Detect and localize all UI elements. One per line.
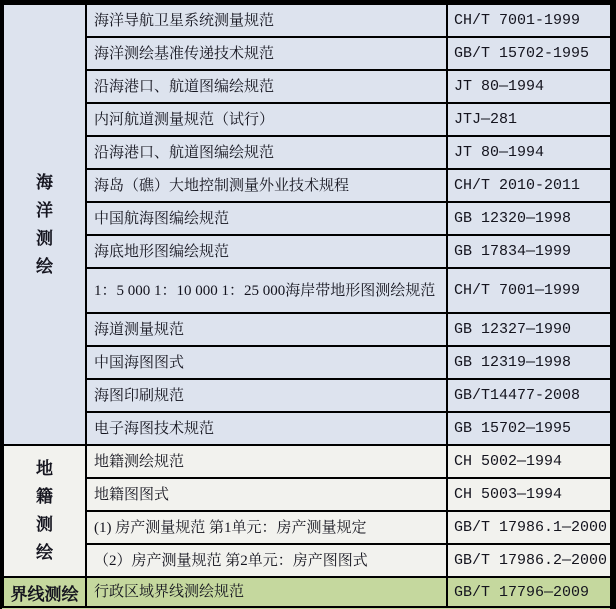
- standard-name-cell: 行政区域界线测绘规范: [86, 577, 447, 607]
- category-cell-1: [3, 445, 86, 577]
- table-row: [3, 379, 611, 412]
- standard-code-cell: GB 12319—1998: [447, 346, 611, 379]
- category-label-char: 测: [36, 228, 53, 248]
- table-row: [3, 544, 611, 577]
- category-label-char: 洋: [36, 200, 53, 220]
- standards-table: [2, 3, 612, 608]
- standard-name-cell: 海底地形图编绘规范: [86, 235, 447, 268]
- table-row: [3, 103, 611, 136]
- standard-name-cell: 地籍图图式: [86, 478, 447, 511]
- standard-code-cell: JT 80—1994: [447, 136, 611, 169]
- standard-name-cell: 电子海图技术规范: [86, 412, 447, 445]
- category-label-char: 海: [36, 172, 53, 192]
- standard-code-cell: JT 80—1994: [447, 70, 611, 103]
- standard-code-cell: GB/T 17796—2009: [447, 577, 611, 607]
- standard-code-cell: CH/T 2010-2011: [447, 169, 611, 202]
- table-row: [3, 70, 611, 103]
- standard-name-cell: 海图印刷规范: [86, 379, 447, 412]
- table-row: [3, 346, 611, 379]
- standard-code-cell: GB/T14477-2008: [447, 379, 611, 412]
- table-row: [3, 202, 611, 235]
- table-row: [3, 511, 611, 544]
- table-row: [3, 445, 611, 478]
- standard-name-cell: 海道测量规范: [86, 313, 447, 346]
- standard-code-cell: GB/T 15702-1995: [447, 37, 611, 70]
- standard-name-cell: 海洋测绘基准传递技术规范: [86, 37, 447, 70]
- category-cell-2: 界线测绘: [3, 577, 86, 607]
- table-row: [3, 4, 611, 37]
- standard-name-cell: 中国海图图式: [86, 346, 447, 379]
- standard-code-cell: CH 5002—1994: [447, 445, 611, 478]
- standard-code-cell: GB 15702—1995: [447, 412, 611, 445]
- standard-code-cell: GB/T 17986.1—2000: [447, 511, 611, 544]
- standard-name-cell: (1) 房产测量规范 第1单元：房产测量规定: [86, 511, 447, 544]
- table-row: [3, 268, 611, 313]
- table-row: [3, 478, 611, 511]
- category-label-char: 测: [36, 515, 53, 534]
- category-cell-0: [3, 4, 86, 445]
- standard-code-cell: CH/T 7001-1999: [447, 4, 611, 37]
- category-label-char: 地: [36, 459, 53, 478]
- standard-name-cell: 海岛（礁）大地控制测量外业技术规程: [86, 169, 447, 202]
- standard-name-cell: 内河航道测量规范（试行）: [86, 103, 447, 136]
- standard-name-cell: 地籍测绘规范: [86, 445, 447, 478]
- standard-name-cell: 海洋导航卫星系统测量规范: [86, 4, 447, 37]
- standard-code-cell: GB/T 17986.2—2000: [447, 544, 611, 577]
- standard-code-cell: GB 17834—1999: [447, 235, 611, 268]
- standard-code-cell: GB 12327—1990: [447, 313, 611, 346]
- standard-code-cell: CH 5003—1994: [447, 478, 611, 511]
- standards-table-body: [3, 4, 611, 607]
- standard-name-cell: 1：5 000 1：10 000 1：25 000海岸带地形图测绘规范: [86, 268, 447, 313]
- standard-name-cell: 沿海港口、航道图编绘规范: [86, 70, 447, 103]
- standard-code-cell: GB 12320—1998: [447, 202, 611, 235]
- table-row: [3, 412, 611, 445]
- category-label-char: 绘: [36, 543, 53, 562]
- standard-name-cell: 沿海港口、航道图编绘规范: [86, 136, 447, 169]
- category-label-char: 绘: [36, 256, 53, 276]
- table-row: [3, 577, 611, 607]
- standard-name-cell: （2）房产测量规范 第2单元：房产图图式: [86, 544, 447, 577]
- standard-name-cell: 中国航海图编绘规范: [86, 202, 447, 235]
- category-label-char: 籍: [36, 487, 53, 506]
- table-row: [3, 235, 611, 268]
- table-row: [3, 169, 611, 202]
- standard-code-cell: CH/T 7001—1999: [447, 268, 611, 313]
- table-row: [3, 136, 611, 169]
- table-row: [3, 313, 611, 346]
- table-row: [3, 37, 611, 70]
- standard-code-cell: JTJ—281: [447, 103, 611, 136]
